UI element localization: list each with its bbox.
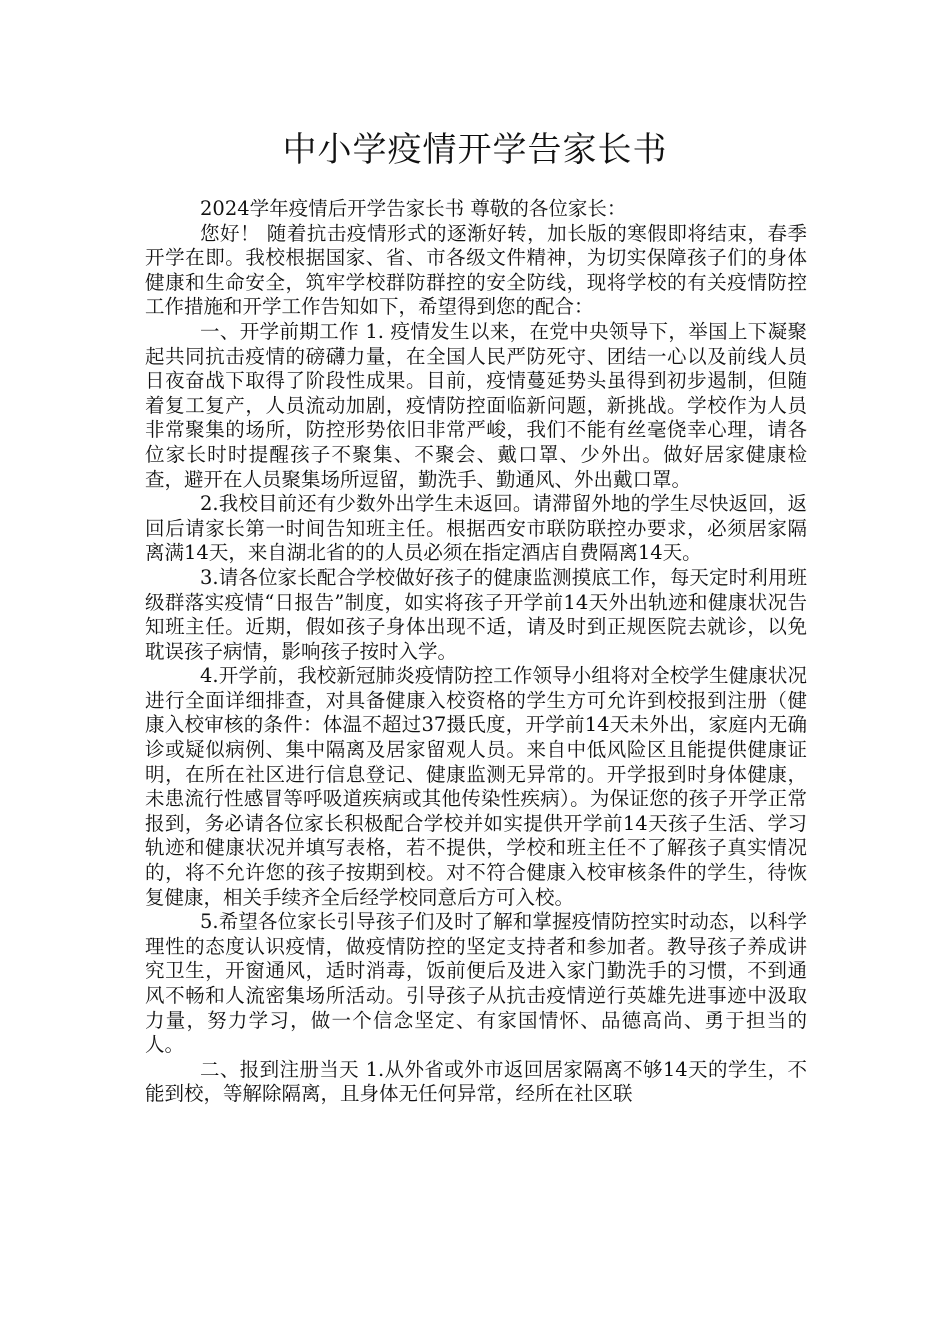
- document-body: [145, 197, 807, 1107]
- intro-paragraph: 您好！ 随着抗击疫情形式的逐渐好转，加长版的寒假即将结束，春季开学在即。我校根据国家、省、市各级文件精神，为切实保障孩子们的身体健康和生命安全，筑牢学校群防群控的安全防线，现将学校的有关疫情防控工作措施和开学工作告知如下，希望得到您的配合：: [145, 221, 807, 319]
- section-1-item-4-paragraph: 4.开学前，我校新冠肺炎疫情防控工作领导小组将对全校学生健康状况进行全面详细排查，对具备健康入校资格的学生方可允许到校报到注册（健康入校审核的条件：体温不超过37摄氏度，开学前14天未外出，家庭内无确诊或疑似病例、集中隔离及居家留观人员。来自中低风险区且能提供健康证明，在所在社区进行信息登记、健康监测无异常的。开学报到时身体健康，未患流行性感冒等呼吸道疾病或其他传染性疾病）。为保证您的孩子开学正常报到，务必请各位家长积极配合学校并如实提供开学前14天孩子生活、学习轨迹和健康状况并填写表格，若不提供，学校和班主任不了解孩子真实情况的，将不允许您的孩子按期到校。对不符合健康入校审核条件的学生，待恢复健康，相关手续齐全后经学校同意后方可入校。: [145, 664, 807, 909]
- section-1-item-5-paragraph: 5.希望各位家长引导孩子们及时了解和掌握疫情防控实时动态，以科学理性的态度认识疫情，做疫情防控的坚定支持者和参加者。教导孩子养成讲究卫生，开窗通风，适时消毒，饭前便后及进入家门勤洗手的习惯，不到通风不畅和人流密集场所活动。引导孩子从抗击疫情逆行英雄先进事迹中汲取力量，努力学习，做一个信念坚定、有家国情怀、品德高尚、勇于担当的人。: [145, 910, 807, 1057]
- page-title: 中小学疫情开学告家长书: [282, 130, 668, 170]
- section-1-item-1-paragraph: 一、开学前期工作 1. 疫情发生以来，在党中央领导下，举国上下凝聚起共同抗击疫情的磅礴力量，在全国人民严防死守、团结一心以及前线人员日夜奋战下取得了阶段性成果。目前，疫情蔓延势头虽得到初步遏制，但随着复工复产，人员流动加剧，疫情防控面临新问题，新挑战。学校作为人员非常聚集的场所，防控形势依旧非常严峻，我们不能有丝毫侥幸心理，请各位家长时时提醒孩子不聚集、不聚会、戴口罩、少外出。做好居家健康检查，避开在人员聚集场所逗留，勤洗手、勤通风、外出戴口罩。: [145, 319, 807, 491]
- section-1-item-3-paragraph: 3.请各位家长配合学校做好孩子的健康监测摸底工作，每天定时利用班级群落实疫情“日报告”制度，如实将孩子开学前14天外出轨迹和健康状况告知班主任。近期，假如孩子身体出现不适，请及时到正规医院去就诊，以免耽误孩子病情，影响孩子按时入学。: [145, 565, 807, 663]
- section-2-item-1-paragraph: 二、报到注册当天 1.从外省或外市返回居家隔离不够14天的学生，不能到校，等解除隔离，且身体无任何异常，经所在社区联: [145, 1057, 807, 1106]
- greeting-paragraph: 2024学年疫情后开学告家长书 尊敬的各位家长：: [200, 197, 627, 220]
- section-1-item-2-paragraph: 2.我校目前还有少数外出学生未返回。请滞留外地的学生尽快返回，返回后请家长第一时间告知班主任。根据西安市联防联控办要求，必须居家隔离满14天，来自湖北省的的人员必须在指定酒店自费隔离14天。: [145, 492, 807, 565]
